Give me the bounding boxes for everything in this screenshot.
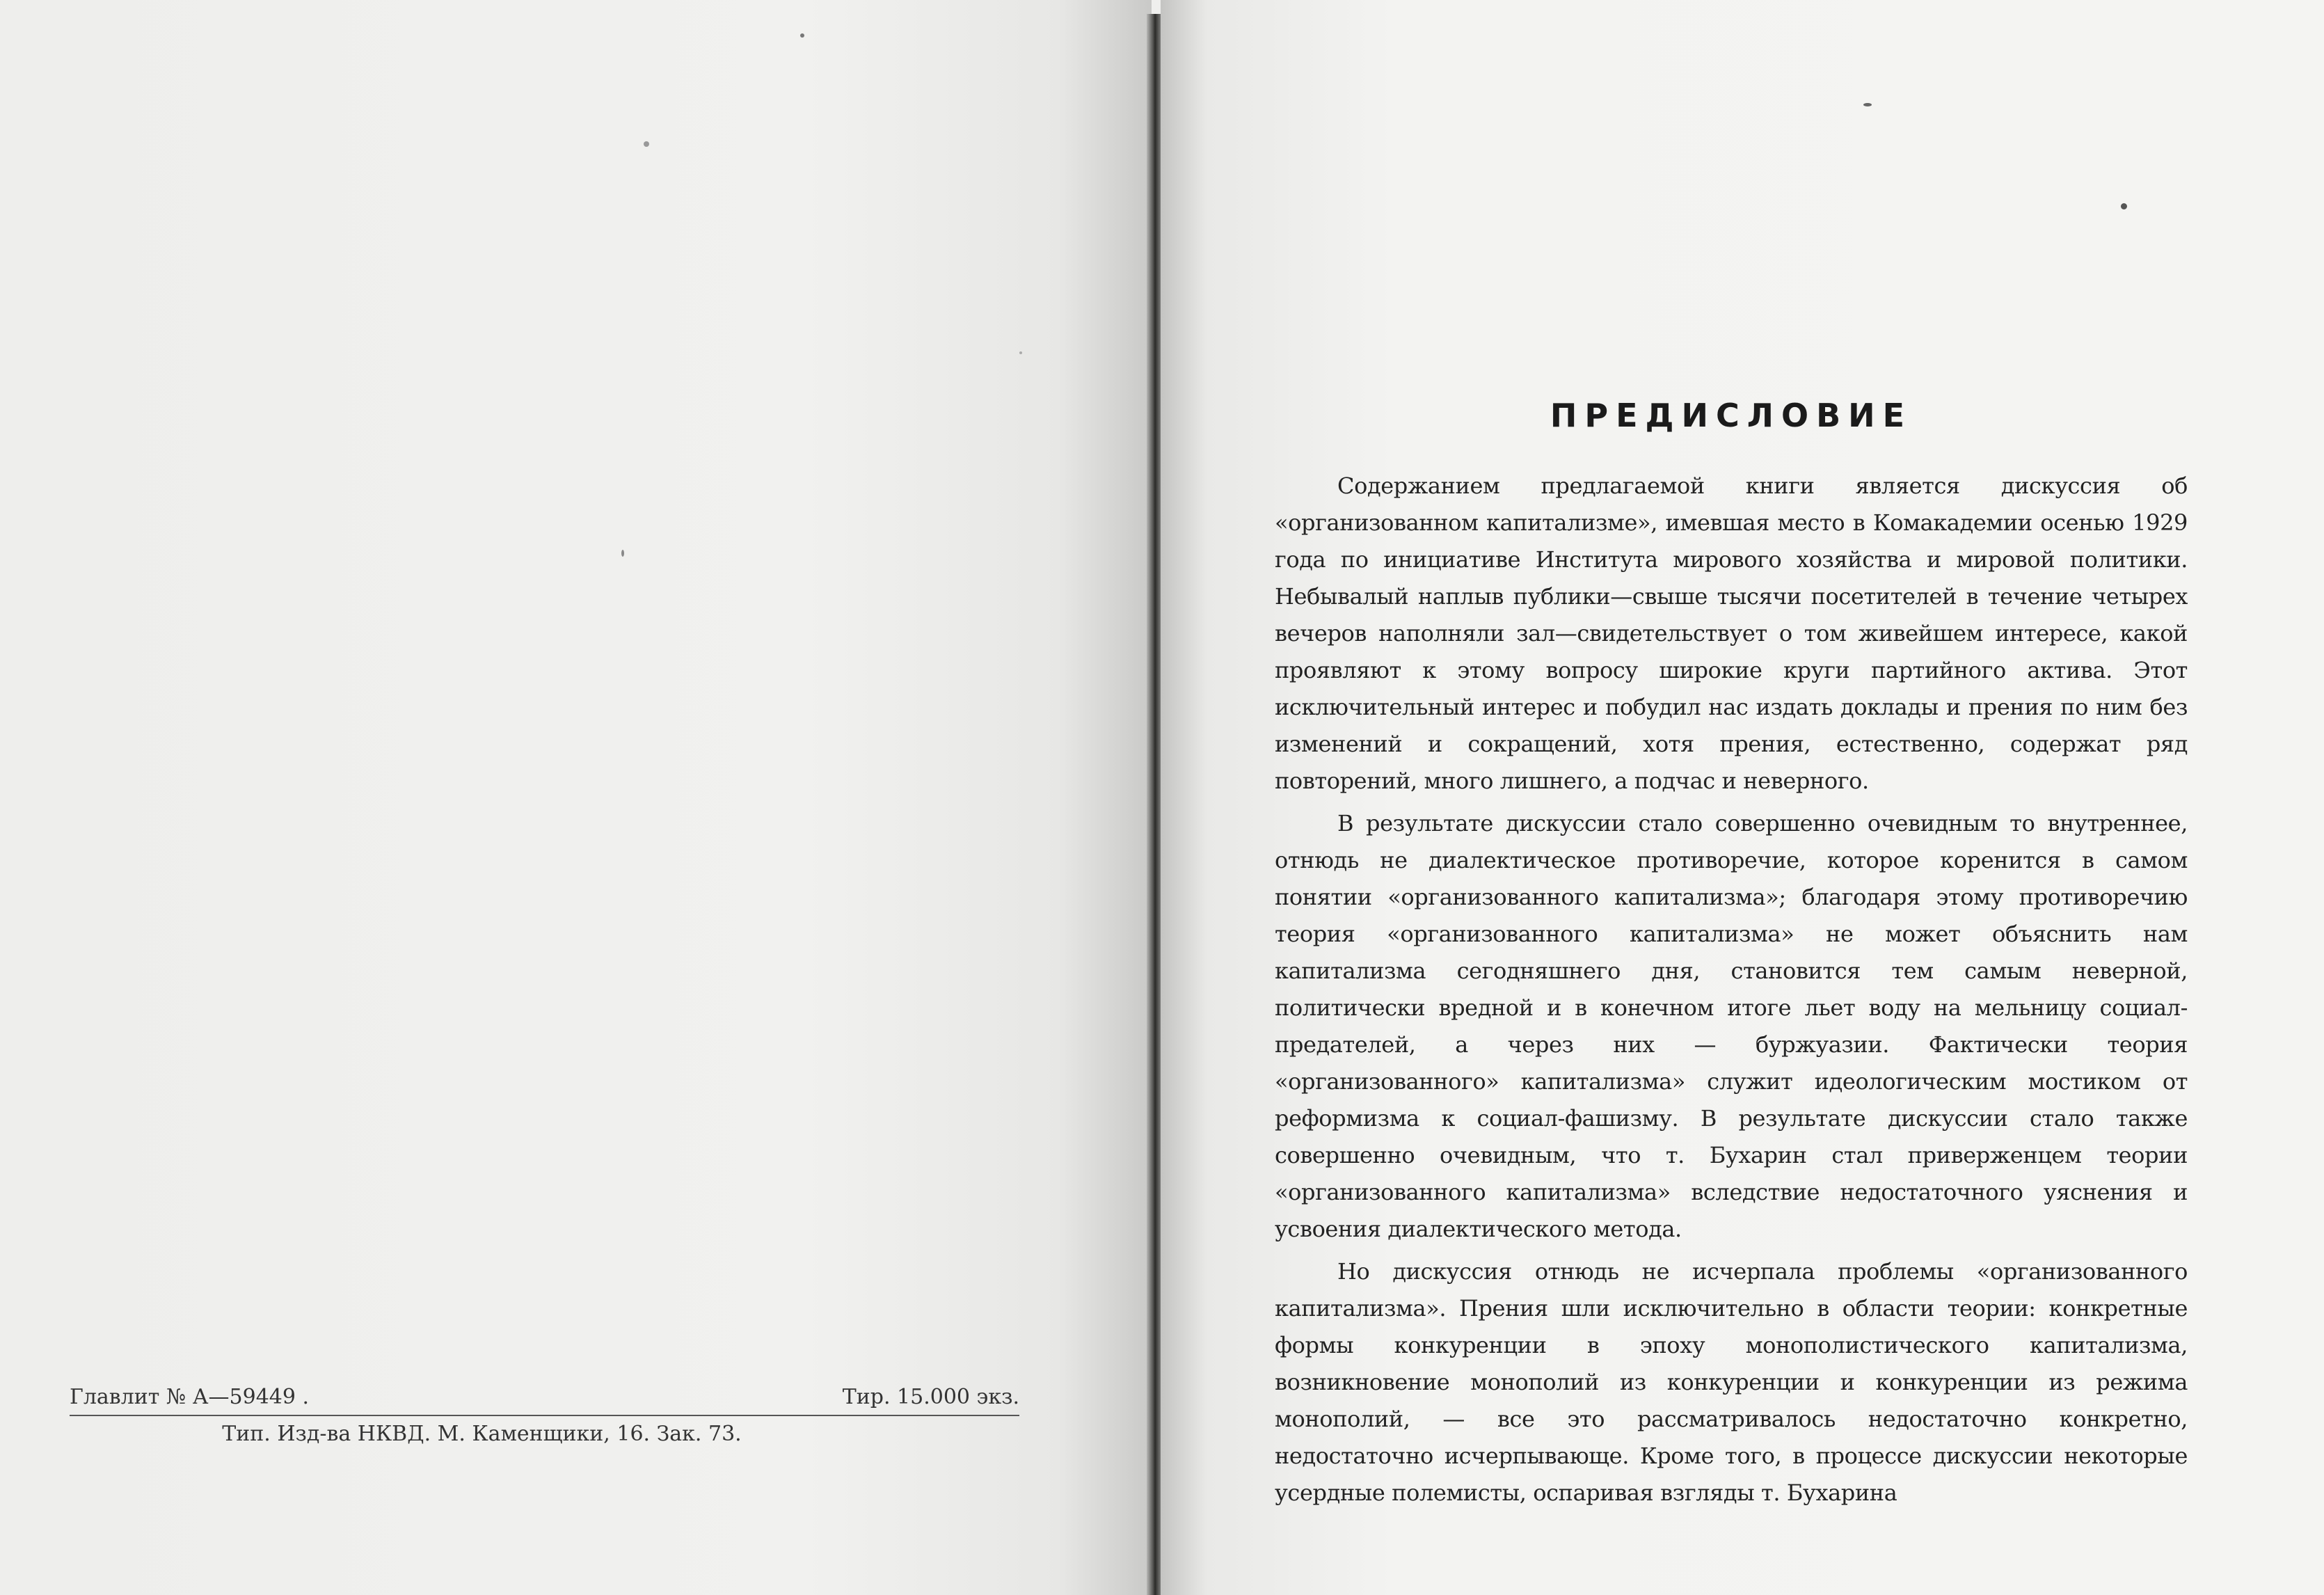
print-run: Тир. 15.000 экз. <box>842 1385 1019 1409</box>
paper-speck <box>1863 103 1872 106</box>
preface-paragraph: Содержанием предлагаемой книги является дискуссия об «организованном капитализме», имевшая место в Комакадемии осенью 1929 года по инициативе Института мирового хозяйства и мировой политики. Небывалый наплыв публики—свыше тысячи посетителей в течение четырех вечеров наполняли зал—свидетельствует о том живейшем интересе, какой проявляют к этому вопросу широкие круги партийного актива. Этот исключительный интерес и побудил нас издать доклады и прения по ним без изменений и сокращений, хотя прения, естественно, содержат ряд повторений, много лишнего, а подчас и неверного. <box>1275 473 2188 794</box>
imprint-row <box>70 1385 1019 1416</box>
publication-imprint <box>70 1385 1019 1446</box>
page-title: ПРЕДИСЛОВИЕ <box>1550 397 1913 434</box>
paper-speck <box>2121 203 2127 209</box>
book-gutter <box>1147 14 1162 1595</box>
paper-speck <box>1019 351 1022 354</box>
paper-speck <box>621 550 624 557</box>
paper-speck <box>800 33 804 38</box>
preface-paragraph: Но дискуссия отнюдь не исчерпала проблемы «организованного капитализма». Прения шли исключительно в области теории: конкретные формы конкуренции в эпоху монополистического капитализма, возникновение монополий из конкуренции и конкуренции из режима монополий, — все это рассматривалось недостаточно конкретно, недостаточно исчерпывающе. Кроме того, в процессе дискуссии некоторые усердные полемисты, оспаривая взгляды т. Бухарина <box>1275 1258 2188 1506</box>
censorship-number: Главлит № А—59449 . <box>70 1385 310 1409</box>
paper-speck <box>644 141 649 147</box>
printer-line: Тип. Изд-ва НКВД. М. Каменщики, 16. Зак. 73. <box>222 1422 742 1446</box>
preface-paragraph: В результате дискуссии стало совершенно очевидным то внутреннее, отнюдь не диалектическое противоречие, которое коренится в самом понятии «организованного капитализма»; благодаря этому противоречию теория «организованного капитализма» не может объяснить нам капитализма сегодняшнего дня, становится тем самым неверной, политически вредной и в конечном итоге льет воду на мельницу социал-предателей, а через них — буржуазии. Фактически теория «организованного» капитализма» служит идеологическим мостиком от реформизма к социал-фашизму. В результате дискуссии стало также совершенно очевидным, что т. Бухарин стал приверженцем теории «организованного капитализма» вследствие недостаточного уяснения и усвоения диалектического метода. <box>1275 810 2188 1242</box>
left-page <box>0 0 1152 1595</box>
preface <box>1275 397 2188 1517</box>
